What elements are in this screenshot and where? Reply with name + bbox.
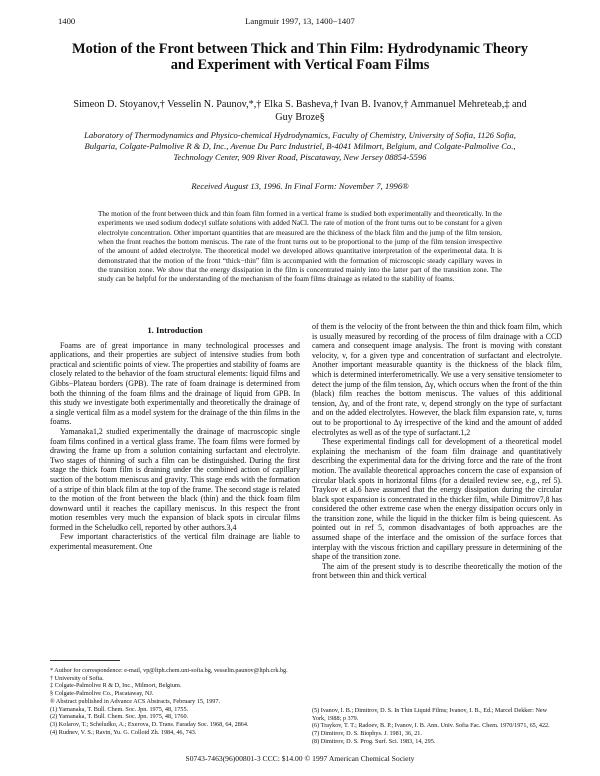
running-header (58, 16, 542, 26)
footnote: ‡ Colgate-Palmolive R & D, Inc., Milmort, Belgium. (50, 682, 182, 690)
footnote: ® Abstract published in Advance ACS Abstracts, February 15, 1997. (50, 697, 221, 705)
section-heading: 1. Introduction (147, 325, 203, 335)
paragraph: Foams are of great importance in many technological processes and applications, and their properties are subject of intensive studies from both practical and scientific points of view. The properties and stability of foams are closely related to the behavior of the foam structural elements: liquid films and Gibbs−Plateau borders (GPB). The rate of foam drainage is determined from both the thinning of the foam films and the drainage of liquid from GPB. In this study we investigate both experimentally and theoretically the drainage of a single vertical film as a model system for the drainage of the thin films in the foams. (50, 340, 300, 427)
reference: (7) Dimitrov, D. S. Biophys. J. 1981, 36, 21. (312, 730, 422, 738)
paragraph: Yamanaka1,2 studied experimentally the drainage of macroscopic single foam films confined in a vertical glass frame. The foam films were formed by drawing the frame up from a solution containing surfactant and electrolyte. Two stages of thinning of such a film can be distinguished. During the first stage the thick foam film is draining under the combined action of capillary suction of the bottom meniscus and gravity. This stage ends with the formation of a stripe of thin black film at the top of the frame. The second stage is related to the motion of the front between the black (thin) and the thick foam film downward until it reaches the capillary meniscus. In this respect the front motion resembles very much the expansion of black spots in circular films formed in the Scheludko cell, reported by other authors.3,4 (50, 426, 300, 532)
footnotes-left (50, 667, 300, 736)
paragraph: These experimental findings call for development of a theoretical model explaining the mechanism of the foam film drainage and quantitatively describing the experimental data for the driving force and the rate of the front motion. The available theoretical approaches concern the case of expansion of circular black spots in horizontal films (for a detailed review see, e.g., ref 5). Traykov et al.6 have assumed that the energy dissipation during the circular black spot expansion is concentrated in the thicker film, while Dimitrov7,8 has considered the other extreme case when the energy dissipation occurs only in the transition zone, while the liquid in the thicker film is being quiescent. As pointed out in ref 5, common disadvantages of both approaches are the assumed shape of the interface and the omission of the surface forces that interplay with the viscous friction and capillary pressure in determining of the shape of the transition zone. (312, 437, 562, 562)
footnote: † University of Sofia. (50, 674, 104, 682)
journal-citation: Langmuir 1997, 13, 1400−1407 (245, 16, 355, 26)
reference: (8) Dimitrov, D. S. Prog. Surf. Sci. 1983, 14, 295. (312, 737, 436, 745)
left-column (50, 322, 300, 552)
reference: (3) Kolarov, T.; Scheludko, A.; Exerova, D. Trans. Faraday Soc. 1968, 64, 2864. (50, 720, 249, 728)
footnotes-right (312, 707, 562, 746)
author-list: Simeon D. Stoyanov,† Vesselin N. Paunov,*,† Elka S. Basheva,† Ivan B. Ivanov,† Ammanuel Mehreteab,‡ and Guy Broze§ (73, 99, 527, 123)
footnote-rule (50, 660, 120, 661)
reference: (6) Traykov, T. T.; Radoev, B. P.; Ivanov, I. B. Ann. Univ. Sofia Fac. Chem. 1970/1971, 65, 422. (312, 722, 550, 730)
reference: (5) Ivanov, I. B.; Dimitrov, D. S. In Thin Liquid Films; Ivanov, I. B., Ed.; Marcel Dekker: New York, 1988; p 379. (312, 707, 548, 722)
abstract: The motion of the front between thick and thin foam film formed in a vertical frame is studied both experimentally and theoretically. In the experiments we used sodium dodecyl sulfate solutions with added NaCl. The rate of motion of the front turns out to be constant for a given electrolyte concentration. Other important quantities that are measured are the thickness of the black film and the jump of the film tension, when the front reaches the bottom meniscus. The rate of the front turns out to be proportional to the jump of the film tension irrespective of the amount of added electrolyte. The theoretical model we developed allows quantitative interpretation of the experimental data. It is demonstrated that the motion of the front “thick−thin” film is accompanied with the formation of microscopic steady capillary waves in the transition zone. We show that the energy dissipation in the film is concentrated mainly into the latter part of the transition zone. The study can be helpful for the understanding of the mechanism of the foam films drainage as related to the stability of foams. (98, 210, 502, 284)
received-dates: Received August 13, 1996. In Final Form: November 7, 1996® (191, 181, 409, 191)
article-title: Motion of the Front between Thick and Thin Film: Hydrodynamic Theory and Experiment with Vertical Foam Films (71, 41, 528, 73)
reference: (4) Rudnev, V. S.; Ravin, Yu. G. Colloid Zh. 1984, 46, 743. (50, 728, 197, 736)
copyright-line: S0743-7463(96)00801-3 CCC: $14.00 © 1997 American Chemical Society (185, 754, 415, 763)
page-number: 1400 (58, 16, 76, 26)
reference: (1) Yamanaka, T. Bull. Chem. Soc. Jpn. 1975, 48, 1755. (50, 705, 189, 713)
paragraph: Few important characteristics of the vertical film drainage are liable to experimental measurement. One (50, 532, 300, 552)
affiliations: Laboratory of Thermodynamics and Physico-chemical Hydrodynamics, Faculty of Chemistry, University of Sofia, 1126 Sofia, Bulgaria, Colgate-Palmolive R & D, Inc., Avenue Du Parc Industriel, B-4041 Milmort, Belgium, and Colgate-Palmolive Co., Technology Center, 909 River Road, Piscataway, New Jersey 08854-5596 (84, 130, 516, 162)
right-column (312, 322, 562, 581)
paragraph: of them is the velocity of the front between the thin and thick foam film, which is usually measured by recording of the process of film drainage with a CCD camera and consequent image analysis. The front is moving with constant velocity, v, for a given type and concentration of surfactant and electrolyte. Another important measurable quantity is the thickness of the black film, which is determined interferometrically. We use a very sensitive tensiometer to detect the jump of the film tension, Δγ, which occurs when the front of the thin (black) film reaches the bottom meniscus. The values of this additional tension, Δγ, and of the front rate, v, depend strongly on the type of surfactant and on the added electrolytes. However, the black film expansion rate, v, turns out to be proportional to Δγ irrespective of the kind and the amount of added electrolytes as well as of the type of surfactant.1,2 (312, 322, 562, 437)
footnote: § Colgate-Palmolive Co., Piscataway, NJ. (50, 690, 154, 698)
reference: (2) Yamanaka, T. Bull. Chem. Soc. Jpn. 1975, 48, 1760. (50, 713, 189, 721)
footnote: * Author for correspondence: e-mail, vp@ltph.chem.uni-sofia.bg, vesselin.paunov@ltph.crk.bg. (50, 667, 288, 674)
paragraph: The aim of the present study is to describe theoretically the motion of the front between thin and thick vertical (312, 561, 562, 581)
